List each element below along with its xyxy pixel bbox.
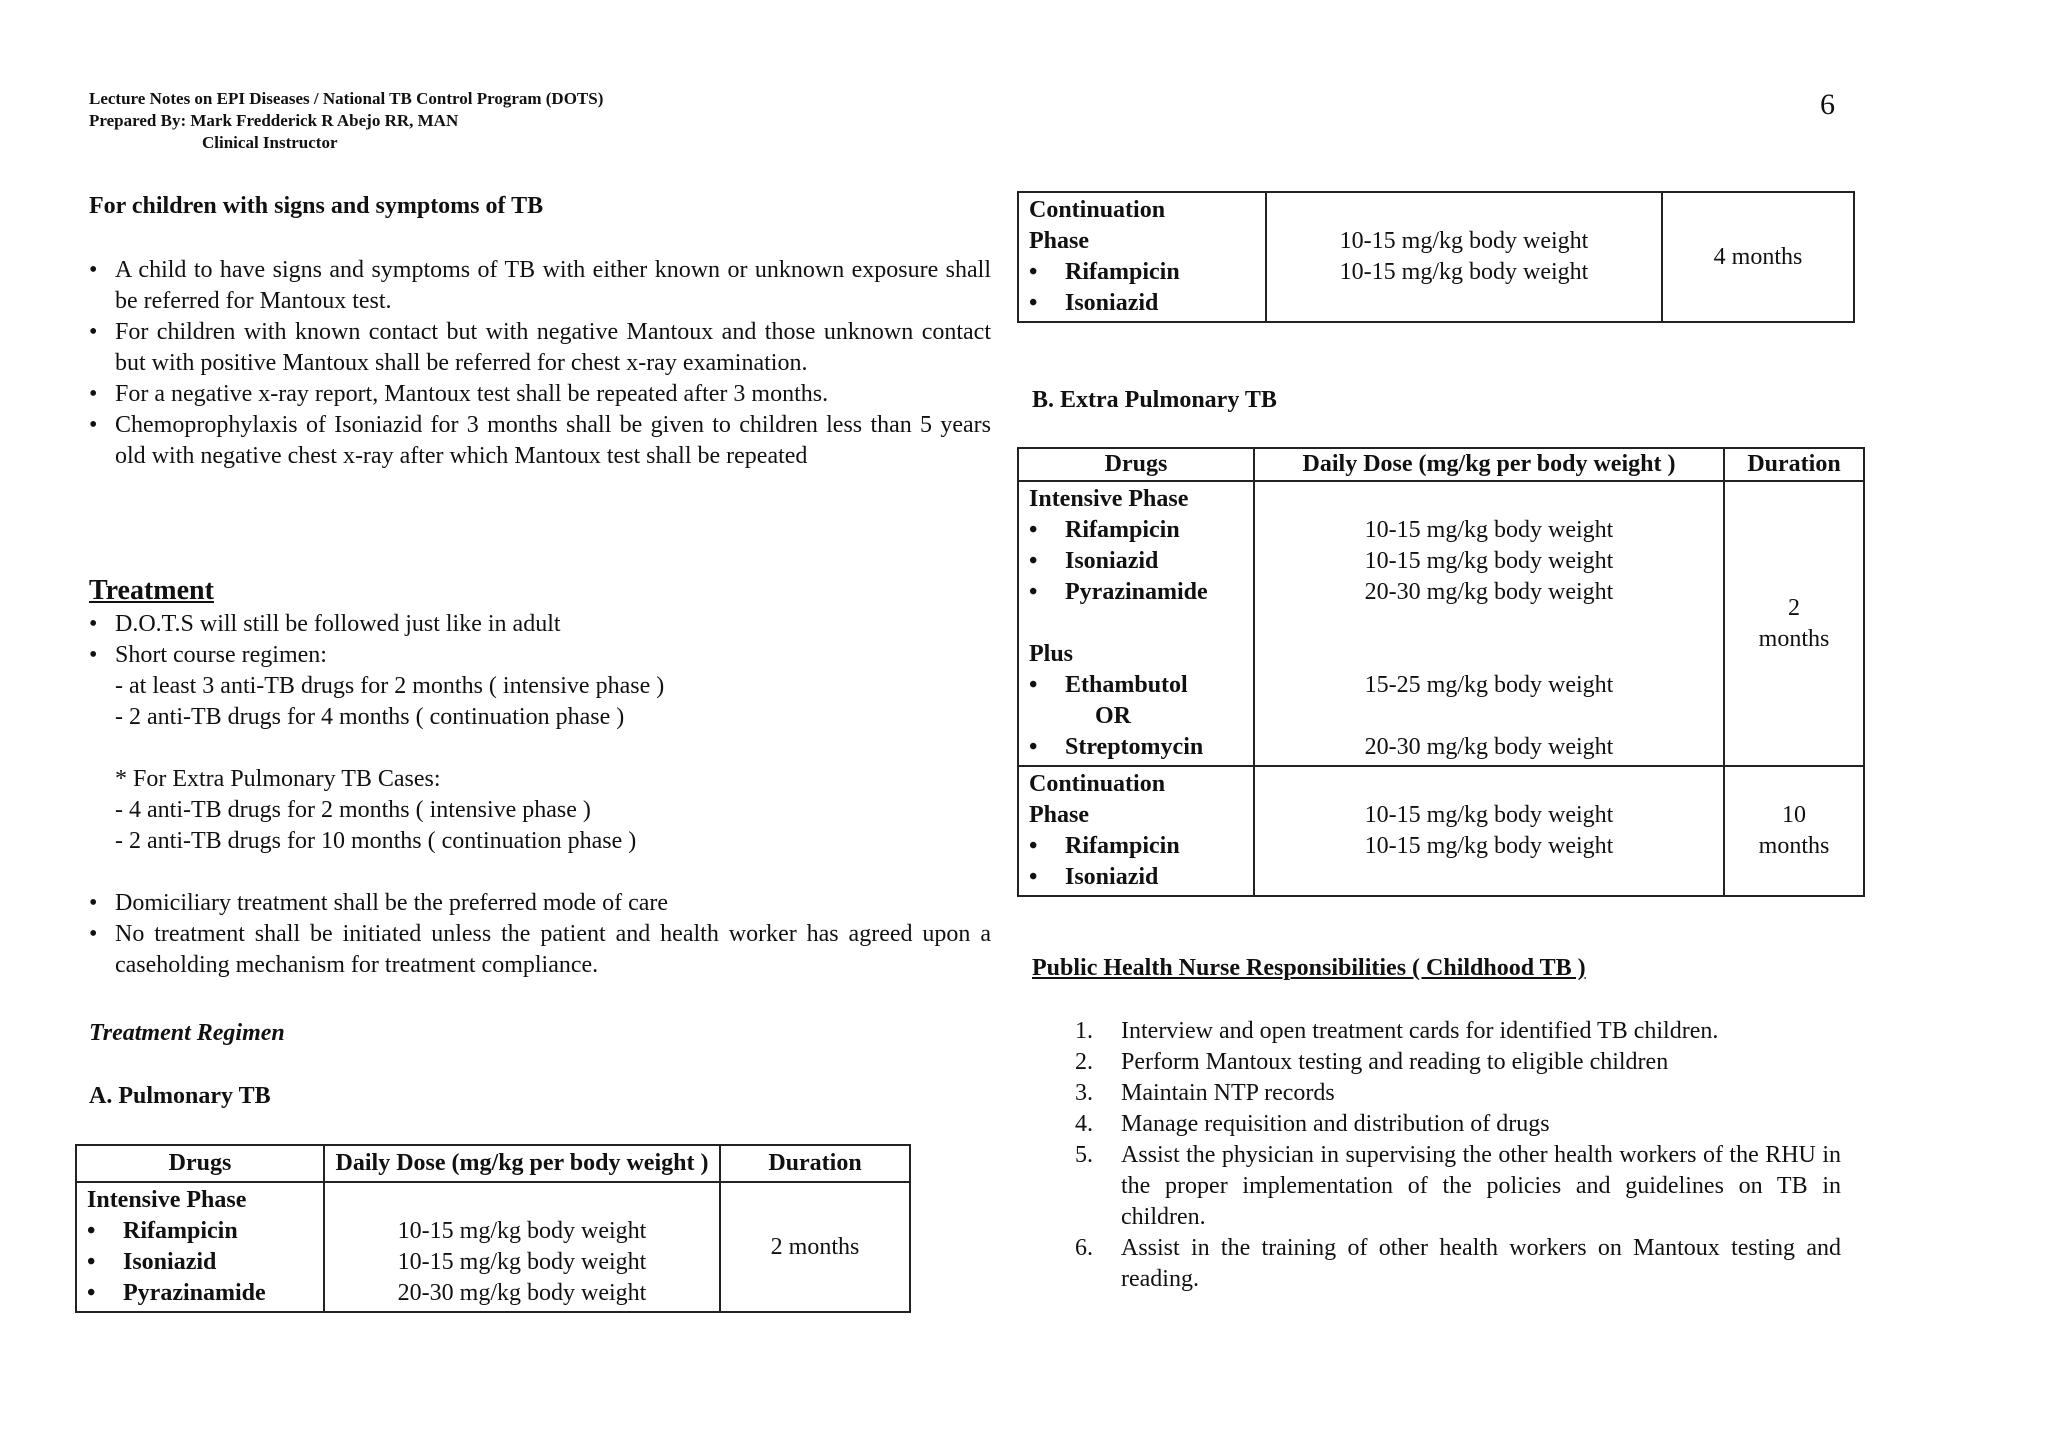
list-item bbox=[1075, 1047, 1841, 1078]
drug-name: • Rifampicin bbox=[1029, 257, 1255, 288]
dose-value: 10-15 mg/kg body weight bbox=[1364, 802, 1614, 828]
item-number: 1. bbox=[1075, 1018, 1093, 1044]
list-item bbox=[1075, 1078, 1841, 1109]
duration-cell bbox=[1724, 766, 1864, 896]
item-text: Perform Mantoux testing and reading to eligible children bbox=[1121, 1049, 1669, 1075]
drug-name: • Rifampicin bbox=[1029, 515, 1243, 546]
treatment-list bbox=[89, 609, 991, 671]
drug-name: • Isoniazid bbox=[1029, 288, 1255, 319]
drug-name: • Streptomycin bbox=[1029, 732, 1243, 763]
list-item: • D.O.T.S will still be followed just like in adult bbox=[89, 609, 991, 640]
list-item: • Domiciliary treatment shall be the preferred mode of care bbox=[89, 888, 991, 919]
list-item: • Chemoprophylaxis of Isoniazid for 3 months shall be given to children less than 5 years old with negative chest x-ray after which Mantoux test shall be repeated bbox=[89, 410, 991, 472]
drug-name: • Pyrazinamide bbox=[87, 1278, 313, 1309]
drugs-cell bbox=[76, 1182, 324, 1312]
drugs-cell bbox=[1018, 481, 1254, 766]
phn-list bbox=[1075, 1016, 1841, 1295]
list-item: • No treatment shall be initiated unless the patient and health worker has agreed upon a caseholding mechanism for treatment compliance. bbox=[89, 919, 991, 981]
col-drugs: Drugs bbox=[1018, 448, 1254, 481]
dose-value: 20-30 mg/kg body weight bbox=[1364, 579, 1614, 605]
dose-cell bbox=[1254, 481, 1724, 766]
dose-cell bbox=[324, 1182, 720, 1312]
col-duration: Duration bbox=[1724, 448, 1864, 481]
duration-cell bbox=[1724, 481, 1864, 766]
item-text: Maintain NTP records bbox=[1121, 1080, 1335, 1106]
children-list bbox=[89, 255, 991, 472]
phase-label: Phase bbox=[1029, 228, 1089, 254]
drug-name: • Ethambutol bbox=[1029, 670, 1243, 701]
duration-number: 2 bbox=[1788, 594, 1800, 621]
phase-label: Intensive Phase bbox=[1029, 486, 1189, 512]
table-row bbox=[76, 1182, 910, 1312]
item-text: Assist the physician in supervising the other health workers of the RHU in the proper implementation of the policies and guidelines on TB in children. bbox=[1121, 1142, 1841, 1230]
phase-label: Phase bbox=[1029, 802, 1089, 828]
table-row bbox=[1018, 766, 1864, 896]
list-item bbox=[1075, 1233, 1841, 1295]
list-item bbox=[1075, 1016, 1841, 1047]
table-header-row bbox=[1018, 448, 1864, 481]
item-number: 5. bbox=[1075, 1142, 1093, 1168]
dose-value: 10-15 mg/kg body weight bbox=[397, 1218, 647, 1244]
drug-name: • Isoniazid bbox=[1029, 862, 1243, 893]
treatment-heading: Treatment bbox=[89, 575, 214, 606]
page-header bbox=[89, 88, 603, 154]
header-title: Lecture Notes on EPI Diseases / National TB Control Program (DOTS) bbox=[89, 89, 604, 108]
header-role: Clinical Instructor bbox=[202, 133, 338, 152]
item-number: 2. bbox=[1075, 1049, 1093, 1075]
list-item bbox=[1075, 1140, 1841, 1233]
drug-name: • Pyrazinamide bbox=[1029, 577, 1243, 608]
or-label: OR bbox=[1095, 703, 1131, 729]
plus-label: Plus bbox=[1029, 641, 1074, 667]
dose-value: 15-25 mg/kg body weight bbox=[1364, 672, 1614, 698]
col-duration: Duration bbox=[720, 1145, 910, 1182]
page-number: 6 bbox=[1820, 88, 1835, 121]
item-number: 6. bbox=[1075, 1235, 1093, 1261]
dose-value: 20-30 mg/kg body weight bbox=[397, 1280, 647, 1306]
dose-value: 10-15 mg/kg body weight bbox=[397, 1249, 647, 1275]
phn-heading: Public Health Nurse Responsibilities ( Childhood TB ) bbox=[1032, 955, 1586, 981]
table-header-row bbox=[76, 1145, 910, 1182]
dose-value: 20-30 mg/kg body weight bbox=[1364, 734, 1614, 760]
duration-number: 10 bbox=[1782, 802, 1806, 828]
treatment-sub-1: - at least 3 anti-TB drugs for 2 months ( intensive phase ) bbox=[115, 673, 665, 699]
dose-value: 10-15 mg/kg body weight bbox=[1364, 517, 1614, 543]
phase-label: Continuation bbox=[1029, 197, 1166, 223]
header-author: Prepared By: Mark Fredderick R Abejo RR, MAN bbox=[89, 111, 459, 130]
extra-sub-1: - 4 anti-TB drugs for 2 months ( intensive phase ) bbox=[115, 797, 591, 823]
treatment-sub-2: - 2 anti-TB drugs for 4 months ( continuation phase ) bbox=[115, 704, 625, 730]
dose-value: 10-15 mg/kg body weight bbox=[1364, 548, 1614, 574]
col-dose: Daily Dose (mg/kg per body weight ) bbox=[324, 1145, 720, 1182]
dose-value: 10-15 mg/kg body weight bbox=[1364, 833, 1614, 859]
table-row bbox=[1018, 481, 1864, 766]
drugs-cell bbox=[1018, 192, 1266, 322]
drugs-cell bbox=[1018, 766, 1254, 896]
item-text: Manage requisition and distribution of drugs bbox=[1121, 1111, 1550, 1137]
item-number: 4. bbox=[1075, 1111, 1093, 1137]
treatment-block bbox=[89, 609, 991, 981]
children-heading: For children with signs and symptoms of TB bbox=[89, 193, 544, 219]
dose-cell bbox=[1254, 766, 1724, 896]
drug-name: • Rifampicin bbox=[1029, 831, 1243, 862]
list-item: • A child to have signs and symptoms of TB with either known or unknown exposure shall be referred for Mantoux test. bbox=[89, 255, 991, 317]
list-item: • For a negative x-ray report, Mantoux test shall be repeated after 3 months. bbox=[89, 379, 991, 410]
dose-value: 10-15 mg/kg body weight bbox=[1339, 259, 1589, 285]
phase-label: Intensive Phase bbox=[87, 1187, 247, 1213]
dose-cell bbox=[1266, 192, 1662, 322]
item-text: Assist in the training of other health workers on Mantoux testing and reading. bbox=[1121, 1235, 1841, 1292]
duration-unit: months bbox=[1758, 833, 1830, 859]
duration-unit: months bbox=[1758, 625, 1830, 652]
duration-cell: 4 months bbox=[1662, 192, 1854, 322]
phase-label: Continuation bbox=[1029, 771, 1166, 797]
drug-name: • Isoniazid bbox=[1029, 546, 1243, 577]
drug-name: • Rifampicin bbox=[87, 1216, 313, 1247]
pulmonary-heading: A. Pulmonary TB bbox=[89, 1083, 271, 1109]
list-item: • Short course regimen: bbox=[89, 640, 991, 671]
pulmonary-table-intensive bbox=[75, 1144, 911, 1313]
list-item: • For children with known contact but with negative Mantoux and those unknown contact but with positive Mantoux shall be referred for chest x-ray examination. bbox=[89, 317, 991, 379]
col-drugs: Drugs bbox=[76, 1145, 324, 1182]
col-dose: Daily Dose (mg/kg per body weight ) bbox=[1254, 448, 1724, 481]
duration-cell: 2 months bbox=[720, 1182, 910, 1312]
extra-pulmonary-table bbox=[1017, 447, 1865, 897]
item-number: 3. bbox=[1075, 1080, 1093, 1106]
extra-pulmonary-heading: B. Extra Pulmonary TB bbox=[1032, 387, 1277, 413]
pulmonary-table-continuation bbox=[1017, 191, 1855, 323]
extra-title: * For Extra Pulmonary TB Cases: bbox=[115, 766, 441, 792]
dose-value: 10-15 mg/kg body weight bbox=[1339, 228, 1589, 254]
extra-sub-2: - 2 anti-TB drugs for 10 months ( continuation phase ) bbox=[115, 828, 637, 854]
drug-name: • Isoniazid bbox=[87, 1247, 313, 1278]
treatment-list-2 bbox=[89, 888, 991, 981]
item-text: Interview and open treatment cards for identified TB children. bbox=[1121, 1018, 1719, 1044]
regimen-heading: Treatment Regimen bbox=[89, 1020, 285, 1046]
list-item bbox=[1075, 1109, 1841, 1140]
table-row bbox=[1018, 192, 1854, 322]
